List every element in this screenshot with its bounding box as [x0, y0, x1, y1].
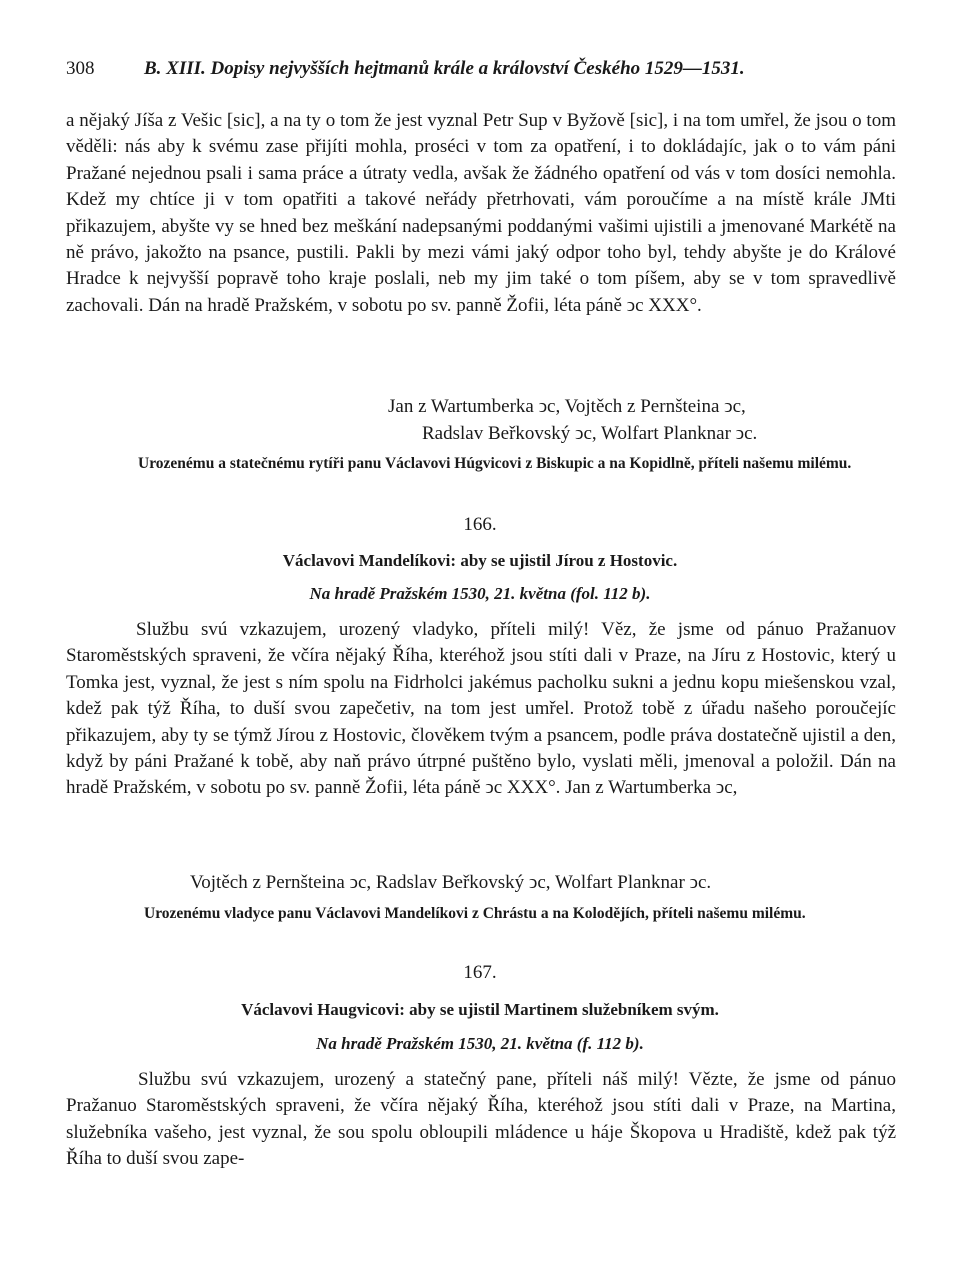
letter-166-signatures: Vojtěch z Pernšteina ͻc, Radslav Beřkovský ͻc, Wolfart Planknar ͻc. — [190, 872, 712, 893]
signature-line: Jan z Wartumberka ͻc, Vojtěch z Pernšteina ͻc, — [388, 396, 746, 417]
running-title: B. XIII. Dopisy nejvyšších hejtmanů krále a království Českého 1529—1531. — [144, 58, 745, 79]
letter-date: Na hradě Pražském 1530, 21. května (f. 112 b). — [316, 1034, 644, 1053]
letter-165-address: Urozenému a statečnému rytíři panu Václavovi Húgvicovi z Biskupic a na Kopidlně, příteli našemu milému. — [138, 455, 852, 472]
letter-165-signatures — [388, 394, 757, 447]
running-header — [66, 58, 896, 84]
letter-165-body: a nějaký Jíša z Vešic [sic], a na ty o tom že jest vyznal Petr Sup v Byžově [sic], i na tom umřel, že jsou o tom věděli: nás aby k svému zase přijíti mohla, proséci v tom za opatření, i to dokládajíc, jak o to vám páni Pražané nejednou psali i sama práce a útraty vedla, avšak že žádného opatření od vás v tom dosíci nemohla. Kdež my chtíce ji v tom opatřiti a takové neřády přetrhovati, vám poroučíme a na místě krále JMti přikazujem, abyšte vy se hned bez meškání nadepsanými poddanými vašimi ujistili a jmenované Markétě na ně právo, jakožto na psance, pustili. Pakli by mezi vámi jaký odpor toho byl, tehdy abyšte je do Králové Hradce k nejvyšší popravě toho kraje poslali, neb my jim také o tom píšem, aby se v tom spravedlivě zachovali. Dán na hradě Pražském, v sobotu po sv. panně Žofii, léta páně ͻc XXX°. — [66, 110, 896, 316]
letter-title: Václavovi Mandelíkovi: aby se ujistil Jírou z Hostovic. — [282, 551, 678, 570]
letter-167-body: Službu svú vzkazujem, urozený a statečný pane, příteli náš milý! Vězte, že jsme od pánuo Pražanuo Staroměstských spraveni, že včíra nějaký Říha, kteréhož jsou stíti dali v Praze, na Martina, služebníka vašeho, jest vyznal, že sou spolu obloupili mládence u háje Škopova u Hradiště, kdež pak týž Říha to duší svou zape- — [66, 1069, 896, 1170]
letter-166-body: Službu svú vzkazujem, urozený vladyko, příteli milý! Věz, že jsme od pánuo Pražanuov Staroměstských spraveni, že včíra nějaký Říha, kteréhož jsou stíti dali v Praze, na Jíru z Hostovic, který u Tomka jest, vyznal, že jest s ním spolu na Fidrholci jakémus pacholku sukni a jednu kopu miešenskou vzal, kdež pak týž Říha, to duší svou zapečetiv, na tom jest umřel. Protož tobě z úřadu našeho poroučejíc přikazujem, aby ty se týmž Jírou z Hostovic, člověkem tvým a psancem, podle práva dostatečně ujistil a den, když by páni Pražané k tobě, aby naň právo útrpné puštěno bylo, vyslati měli, jmenoval a položil. Dán na hradě Pražském, v sobotu po sv. panně Žofii, léta páně ͻc XXX°. Jan z Wartumberka ͻc, — [66, 619, 896, 799]
letter-number: 166. — [463, 514, 497, 535]
letter-number: 167. — [463, 962, 497, 983]
letter-166-address: Urozenému vladyce panu Václavovi Mandelíkovi z Chrástu a na Kolodějích, příteli našemu milému. — [144, 905, 806, 922]
page-number: 308 — [66, 58, 95, 79]
letter-title: Václavovi Haugvicovi: aby se ujistil Martinem služebníkem svým. — [241, 1000, 719, 1019]
signature-line: Radslav Beřkovský ͻc, Wolfart Planknar ͻc. — [422, 422, 758, 444]
letter-date: Na hradě Pražském 1530, 21. května (fol. 112 b). — [309, 584, 651, 603]
